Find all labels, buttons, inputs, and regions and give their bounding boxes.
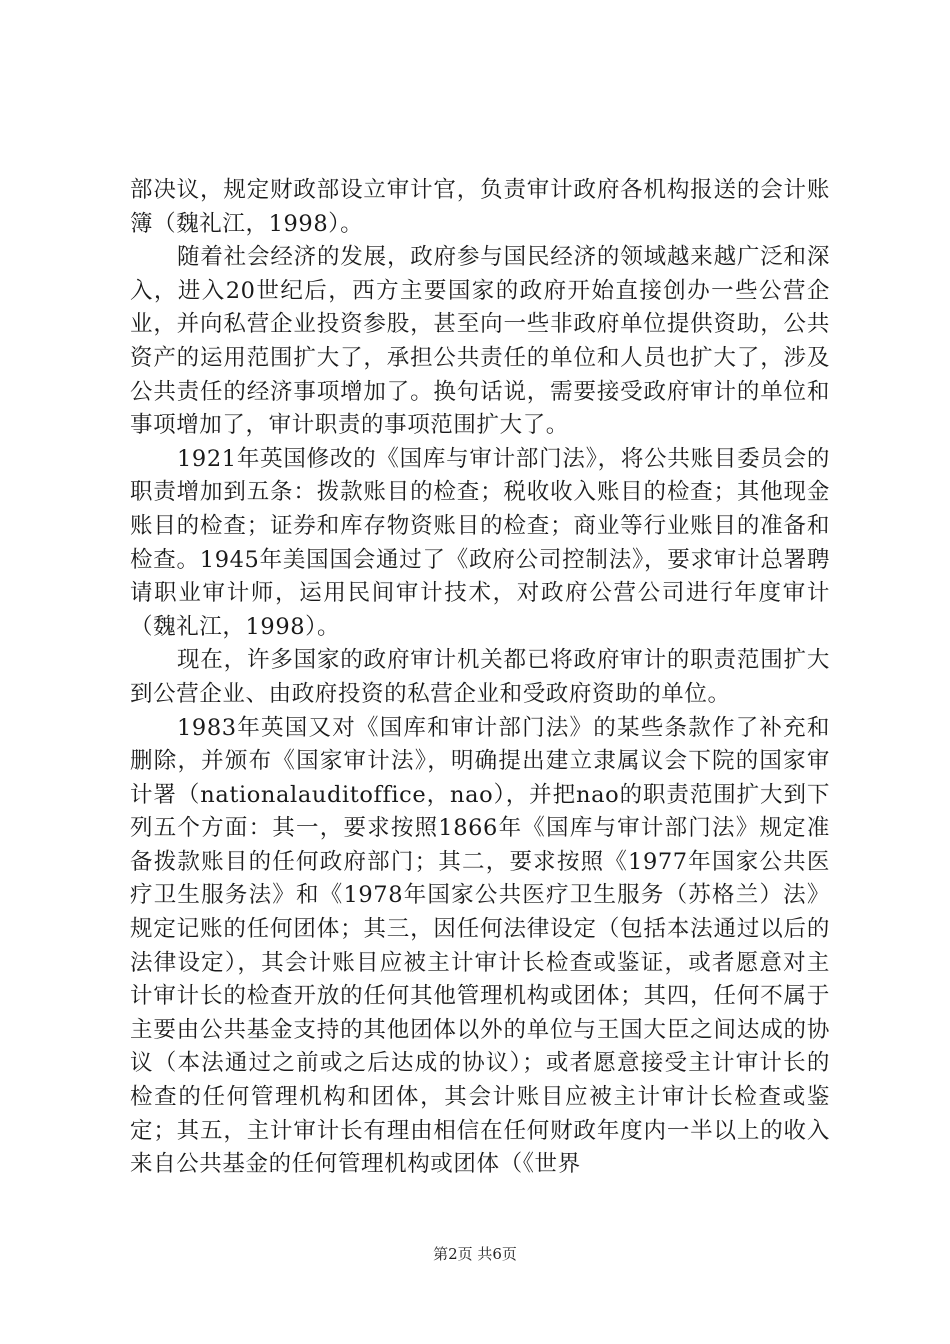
paragraph-1: 部决议，规定财政部设立审计官，负责审计政府各机构报送的会计账簿（魏礼江，1998）。 [130,177,830,237]
page-number-label: 第2页 共6页 [433,1245,517,1263]
page-footer [0,1244,950,1264]
document-body [130,174,830,1182]
paragraph-4: 现在，许多国家的政府审计机关都已将政府审计的职责范围扩大到公营企业、由政府投资的私营企业和受政府资助的单位。 [130,647,830,707]
paragraph-2: 随着社会经济的发展，政府参与国民经济的领域越来越广泛和深入，进入20世纪后，西方主要国家的政府开始直接创办一些公营企业，并向私营企业投资参股，甚至向一些非政府单位提供资助，公共资产的运用范围扩大了，承担公共责任的单位和人员也扩大了，涉及公共责任的经济事项增加了。换句话说，需要接受政府审计的单位和事项增加了，审计职责的事项范围扩大了。 [130,244,830,439]
paragraph-5: 1983年英国又对《国库和审计部门法》的某些条款作了补充和删除，并颁布《国家审计法》，明确提出建立隶属议会下院的国家审计署（nationalauditoffice，nao），并把nao的职责范围扩大到下列五个方面：其一，要求按照1866年《国库与审计部门法》规定准备拨款账目的任何政府部门；其二，要求按照《1977年国家公共医疗卫生服务法》和《1978年国家公共医疗卫生服务（苏格兰）法》规定记账的任何团体；其三，因任何法律设定（包括本法通过以后的法律设定），其会计账目应被主计审计长检查或鉴证，或者愿意对主计审计长的检查开放的任何其他管理机构或团体；其四，任何不属于主要由公共基金支持的其他团体以外的单位与王国大臣之间达成的协议（本法通过之前或之后达成的协议）；或者愿意接受主计审计长的检查的任何管理机构和团体，其会计账目应被主计审计长检查或鉴定；其五，主计审计长有理由相信在任何财政年度内一半以上的收入来自公共基金的任何管理机构或团体（《世界 [130,714,830,1178]
paragraph-3: 1921年英国修改的《国库与审计部门法》，将公共账目委员会的职责增加到五条：拨款账目的检查；税收收入账目的检查；其他现金账目的检查；证券和库存物资账目的检查；商业等行业账目的准备和检查。1945年美国国会通过了《政府公司控制法》，要求审计总署聘请职业审计师，运用民间审计技术，对政府公营公司进行年度审计（魏礼江，1998）。 [130,445,830,640]
